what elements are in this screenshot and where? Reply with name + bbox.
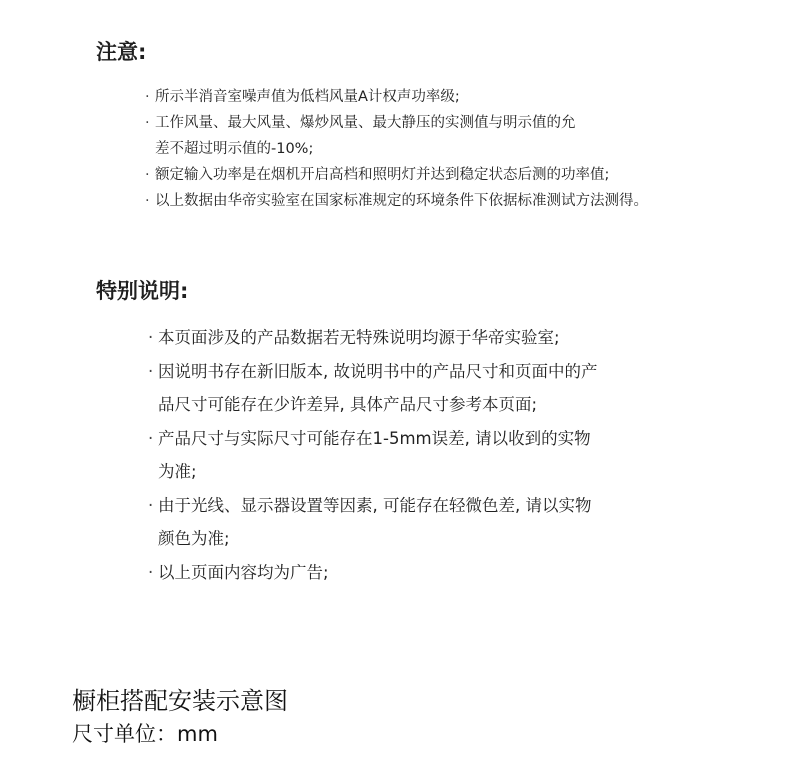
bullet-dot: ·	[145, 193, 150, 209]
notice-item-text: 额定输入功率是在烟机开启高档和照明灯并达到稳定状态后测的功率值;	[155, 167, 610, 183]
notice-title: 注意:	[96, 40, 147, 64]
special-item-text: 由于光线、显示器设置等因素, 可能存在轻微色差, 请以实物	[158, 495, 592, 515]
special-title: 特别说明:	[96, 279, 189, 303]
install-diagram-title: 橱柜搭配安装示意图	[72, 687, 288, 715]
special-item	[148, 560, 598, 594]
notice-list	[145, 86, 648, 216]
special-item	[148, 325, 598, 359]
notice-item-text: 工作风量、最大风量、爆炒风量、最大静压的实测值与明示值的允	[155, 115, 576, 131]
special-item-text: 本页面涉及的产品数据若无特殊说明均源于华帝实验室;	[158, 328, 560, 347]
special-item	[148, 426, 598, 460]
special-item-continuation	[148, 392, 598, 426]
bullet-dot: ·	[148, 361, 154, 381]
notice-item	[145, 112, 648, 138]
special-list	[148, 325, 598, 593]
notice-item-text: 所示半消音室噪声值为低档风量A计权声功率级;	[155, 89, 460, 105]
special-item	[148, 493, 598, 527]
special-item-text: 因说明书存在新旧版本, 故说明书中的产品尺寸和页面中的产	[158, 361, 598, 381]
special-item-text: 以上页面内容均为广告;	[158, 562, 329, 582]
special-item-continuation	[148, 526, 598, 560]
special-item	[148, 359, 598, 393]
bullet-dot: ·	[148, 562, 154, 582]
notice-item-continuation	[145, 138, 648, 164]
notice-item	[145, 86, 648, 112]
special-item-text: 颜色为准;	[158, 529, 230, 548]
bullet-dot: ·	[148, 495, 154, 515]
special-item-text: 产品尺寸与实际尺寸可能存在1-5mm误差, 请以收到的实物	[158, 428, 591, 448]
special-item-continuation	[148, 459, 598, 493]
notice-item-text: 以上数据由华帝实验室在国家标准规定的环境条件下依据标准测试方法测得。	[155, 193, 648, 209]
notice-item	[145, 164, 648, 190]
notice-item	[145, 190, 648, 216]
bullet-dot: ·	[148, 428, 154, 448]
bullet-dot: ·	[145, 115, 150, 131]
special-item-text: 为准;	[158, 462, 197, 481]
notice-item-text: 差不超过明示值的-10%;	[155, 141, 314, 157]
bullet-dot: ·	[145, 167, 150, 183]
bullet-dot: ·	[148, 328, 154, 347]
dimension-unit-label: 尺寸单位：mm	[72, 722, 218, 746]
bullet-dot: ·	[145, 89, 150, 105]
special-item-text: 品尺寸可能存在少许差异, 具体产品尺寸参考本页面;	[158, 395, 538, 414]
